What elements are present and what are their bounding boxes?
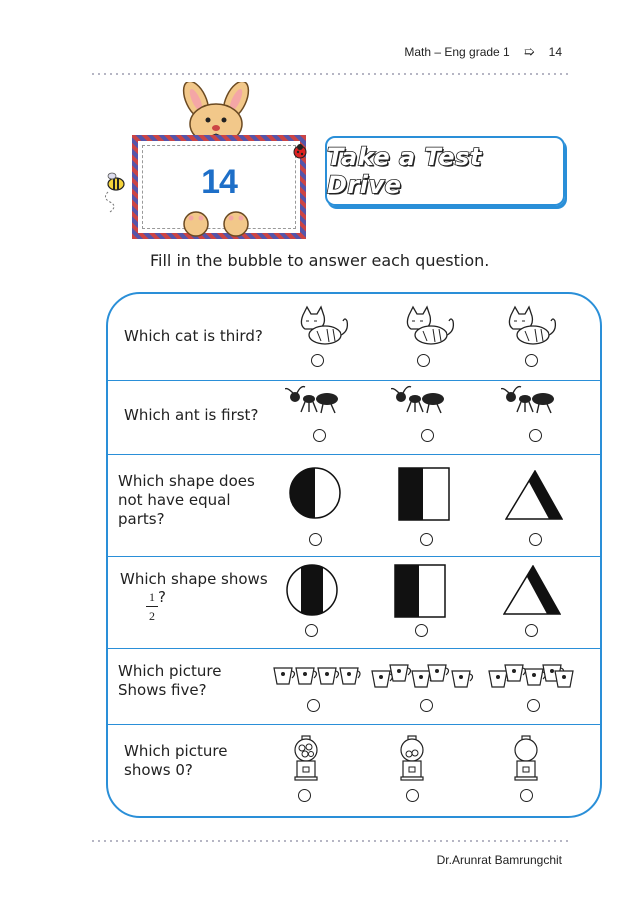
answer-bubble[interactable] [529,533,542,546]
half-shaded-circle-icon [288,466,342,520]
row-divider [106,648,602,649]
teacup-group-icon [487,661,577,693]
row-divider [106,380,602,381]
answer-bubble[interactable] [307,699,320,712]
middle-band-circle-icon [285,563,339,617]
gumball-machine-icon [290,735,322,781]
answer-bubble[interactable] [406,789,419,802]
dotted-divider-top [90,71,568,77]
instruction-text: Fill in the bubble to answer each question. [150,251,490,270]
row-divider [106,454,602,455]
teacup-group-icon [272,664,362,692]
banner-title: Take a Test Drive [327,143,482,199]
ant-icon [285,385,345,415]
question-2-text: Which ant is first? [124,406,259,424]
answer-bubble[interactable] [420,533,433,546]
ant-icon [391,385,451,415]
cat-icon [403,305,459,347]
answer-bubble[interactable] [527,699,540,712]
answer-bubble[interactable] [529,429,542,442]
subject-label: Math – Eng grade 1 [404,45,510,59]
cat-icon [505,305,561,347]
answer-bubble[interactable] [420,699,433,712]
answer-bubble[interactable] [313,429,326,442]
answer-bubble[interactable] [311,354,324,367]
test-drive-banner [325,136,565,206]
answer-bubble[interactable] [298,789,311,802]
question-mark: ? [158,588,166,606]
ant-icon [501,385,561,415]
lesson-number: 14 [201,163,237,201]
row-divider [106,724,602,725]
half-shaded-square-icon [398,467,450,521]
question-4-text: Which shape shows [120,570,268,588]
answer-bubble[interactable] [305,624,318,637]
half-shaded-square-icon [394,564,446,618]
answer-bubble[interactable] [421,429,434,442]
question-5-text: Which picture Shows five? [118,662,222,699]
partly-shaded-triangle-icon [505,470,563,520]
ladybug-icon [292,143,308,159]
question-6-text: Which picture shows 0? [124,742,228,779]
answer-bubble[interactable] [525,624,538,637]
page-number: 14 [548,45,562,59]
teacup-group-icon [370,661,480,693]
answer-bubble[interactable] [520,789,533,802]
bee-icon [102,172,132,216]
gumball-machine-icon [510,735,542,781]
page-header [404,44,562,60]
bunny-feet-icon [180,210,252,238]
cat-icon [297,305,353,347]
question-1-text: Which cat is third? [124,327,263,345]
question-3-text: Which shape does not have equal parts? [118,472,255,528]
gumball-machine-icon [396,735,428,781]
fraction-one-half: 1 2 [146,590,158,623]
author-footer: Dr.Arunrat Bamrungchit [436,853,562,867]
answer-bubble[interactable] [415,624,428,637]
partly-shaded-triangle-icon [503,565,561,615]
answer-bubble[interactable] [417,354,430,367]
row-divider [106,556,602,557]
answer-bubble[interactable] [309,533,322,546]
arrow-icon: ➯ [523,44,535,59]
answer-bubble[interactable] [525,354,538,367]
dotted-divider-bottom [90,838,568,844]
